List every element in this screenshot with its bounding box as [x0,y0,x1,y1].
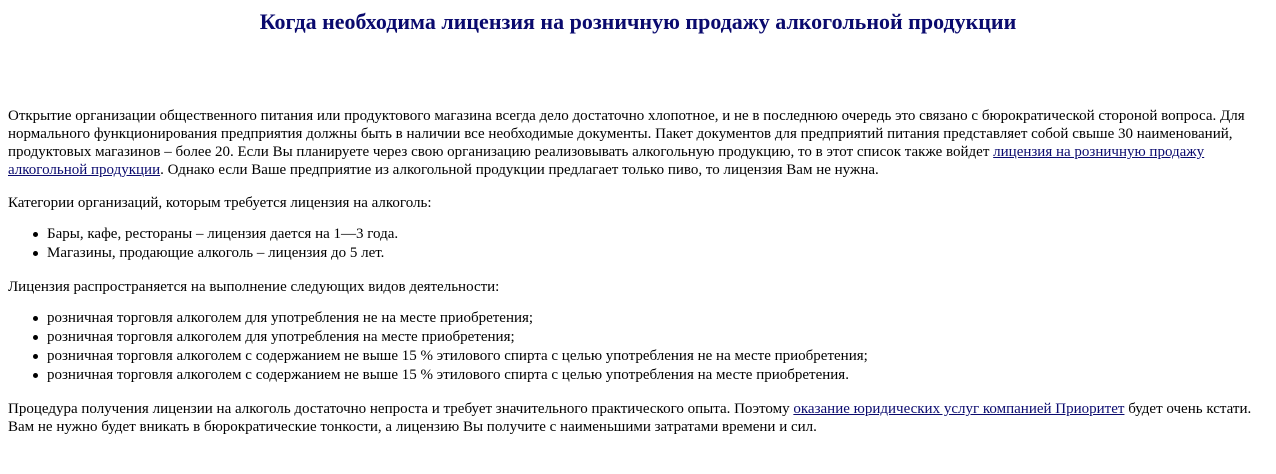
bullet-icon [33,232,38,237]
list-item-text: розничная торговля алкоголем с содержанием не выше 15 % этилового спирта с целью употребления не на месте приобретения; [47,348,868,364]
bullet-icon [33,373,38,378]
categories-list [8,225,1268,263]
list-item [47,328,1268,347]
conclusion-paragraph [8,400,1268,436]
list-item-text: Бары, кафе, рестораны – лицензия дается на 1—3 года. [47,226,399,242]
list-item [47,309,1268,328]
list-item [47,225,1268,244]
list-item-text: розничная торговля алкоголем с содержанием не выше 15 % этилового спирта с целью употребления на месте приобретения. [47,367,849,383]
conclusion-text-end: будет очень кстати. Вам не нужно будет вникать в бюрократические тонкости, а лицензию Вы получите с наименьшими затратами времени и сил. [8,401,1252,435]
list-item-text: Магазины, продающие алкоголь – лицензия до 5 лет. [47,245,385,261]
list-item-text: розничная торговля алкоголем для употребления на месте приобретения; [47,329,515,345]
legal-services-link[interactable]: оказание юридических услуг компанией Приоритет [793,401,1125,417]
categories-heading: Категории организаций, которым требуется лицензия на алкоголь: [8,195,432,211]
list-item [47,244,1268,263]
bullet-icon [33,316,38,321]
intro-paragraph [8,107,1268,179]
intro-text-end: . Однако если Ваше предприятие из алкогольной продукции предлагает только пиво, то лицензия Вам не нужна. [160,162,879,178]
license-link[interactable]: лицензия на розничную продажу алкогольной продукции [8,144,1205,178]
bullet-icon [33,354,38,359]
list-item [47,366,1268,385]
intro-text-start: Открытие организации общественного питания или продуктового магазина всегда дело достаточно хлопотное, и не в последнюю очередь это связано с бюрократической стороной вопроса. Для нормального функционирования предприятия должны быть в наличии все необходимые документы. Пакет документов для предприятий питания представляет собой свыше 30 наименований, продуктовых магазинов – более 20. Если Вы планируете через свою организацию реализовывать алкогольную продукцию, то в этот список также войдет [8,108,1245,160]
bullet-icon [33,251,38,256]
conclusion-text-start: Процедура получения лицензии на алкоголь достаточно непроста и требует значительного практического опыта. Поэтому [8,401,794,417]
list-item [47,347,1268,366]
list-item-text: розничная торговля алкоголем для употребления не на месте приобретения; [47,310,534,326]
bullet-icon [33,335,38,340]
page-title: Когда необходима лицензия на розничную продажу алкогольной продукции [259,9,1017,34]
activities-list [8,309,1268,385]
activities-heading: Лицензия распространяется на выполнение следующих видов деятельности: [8,279,500,295]
